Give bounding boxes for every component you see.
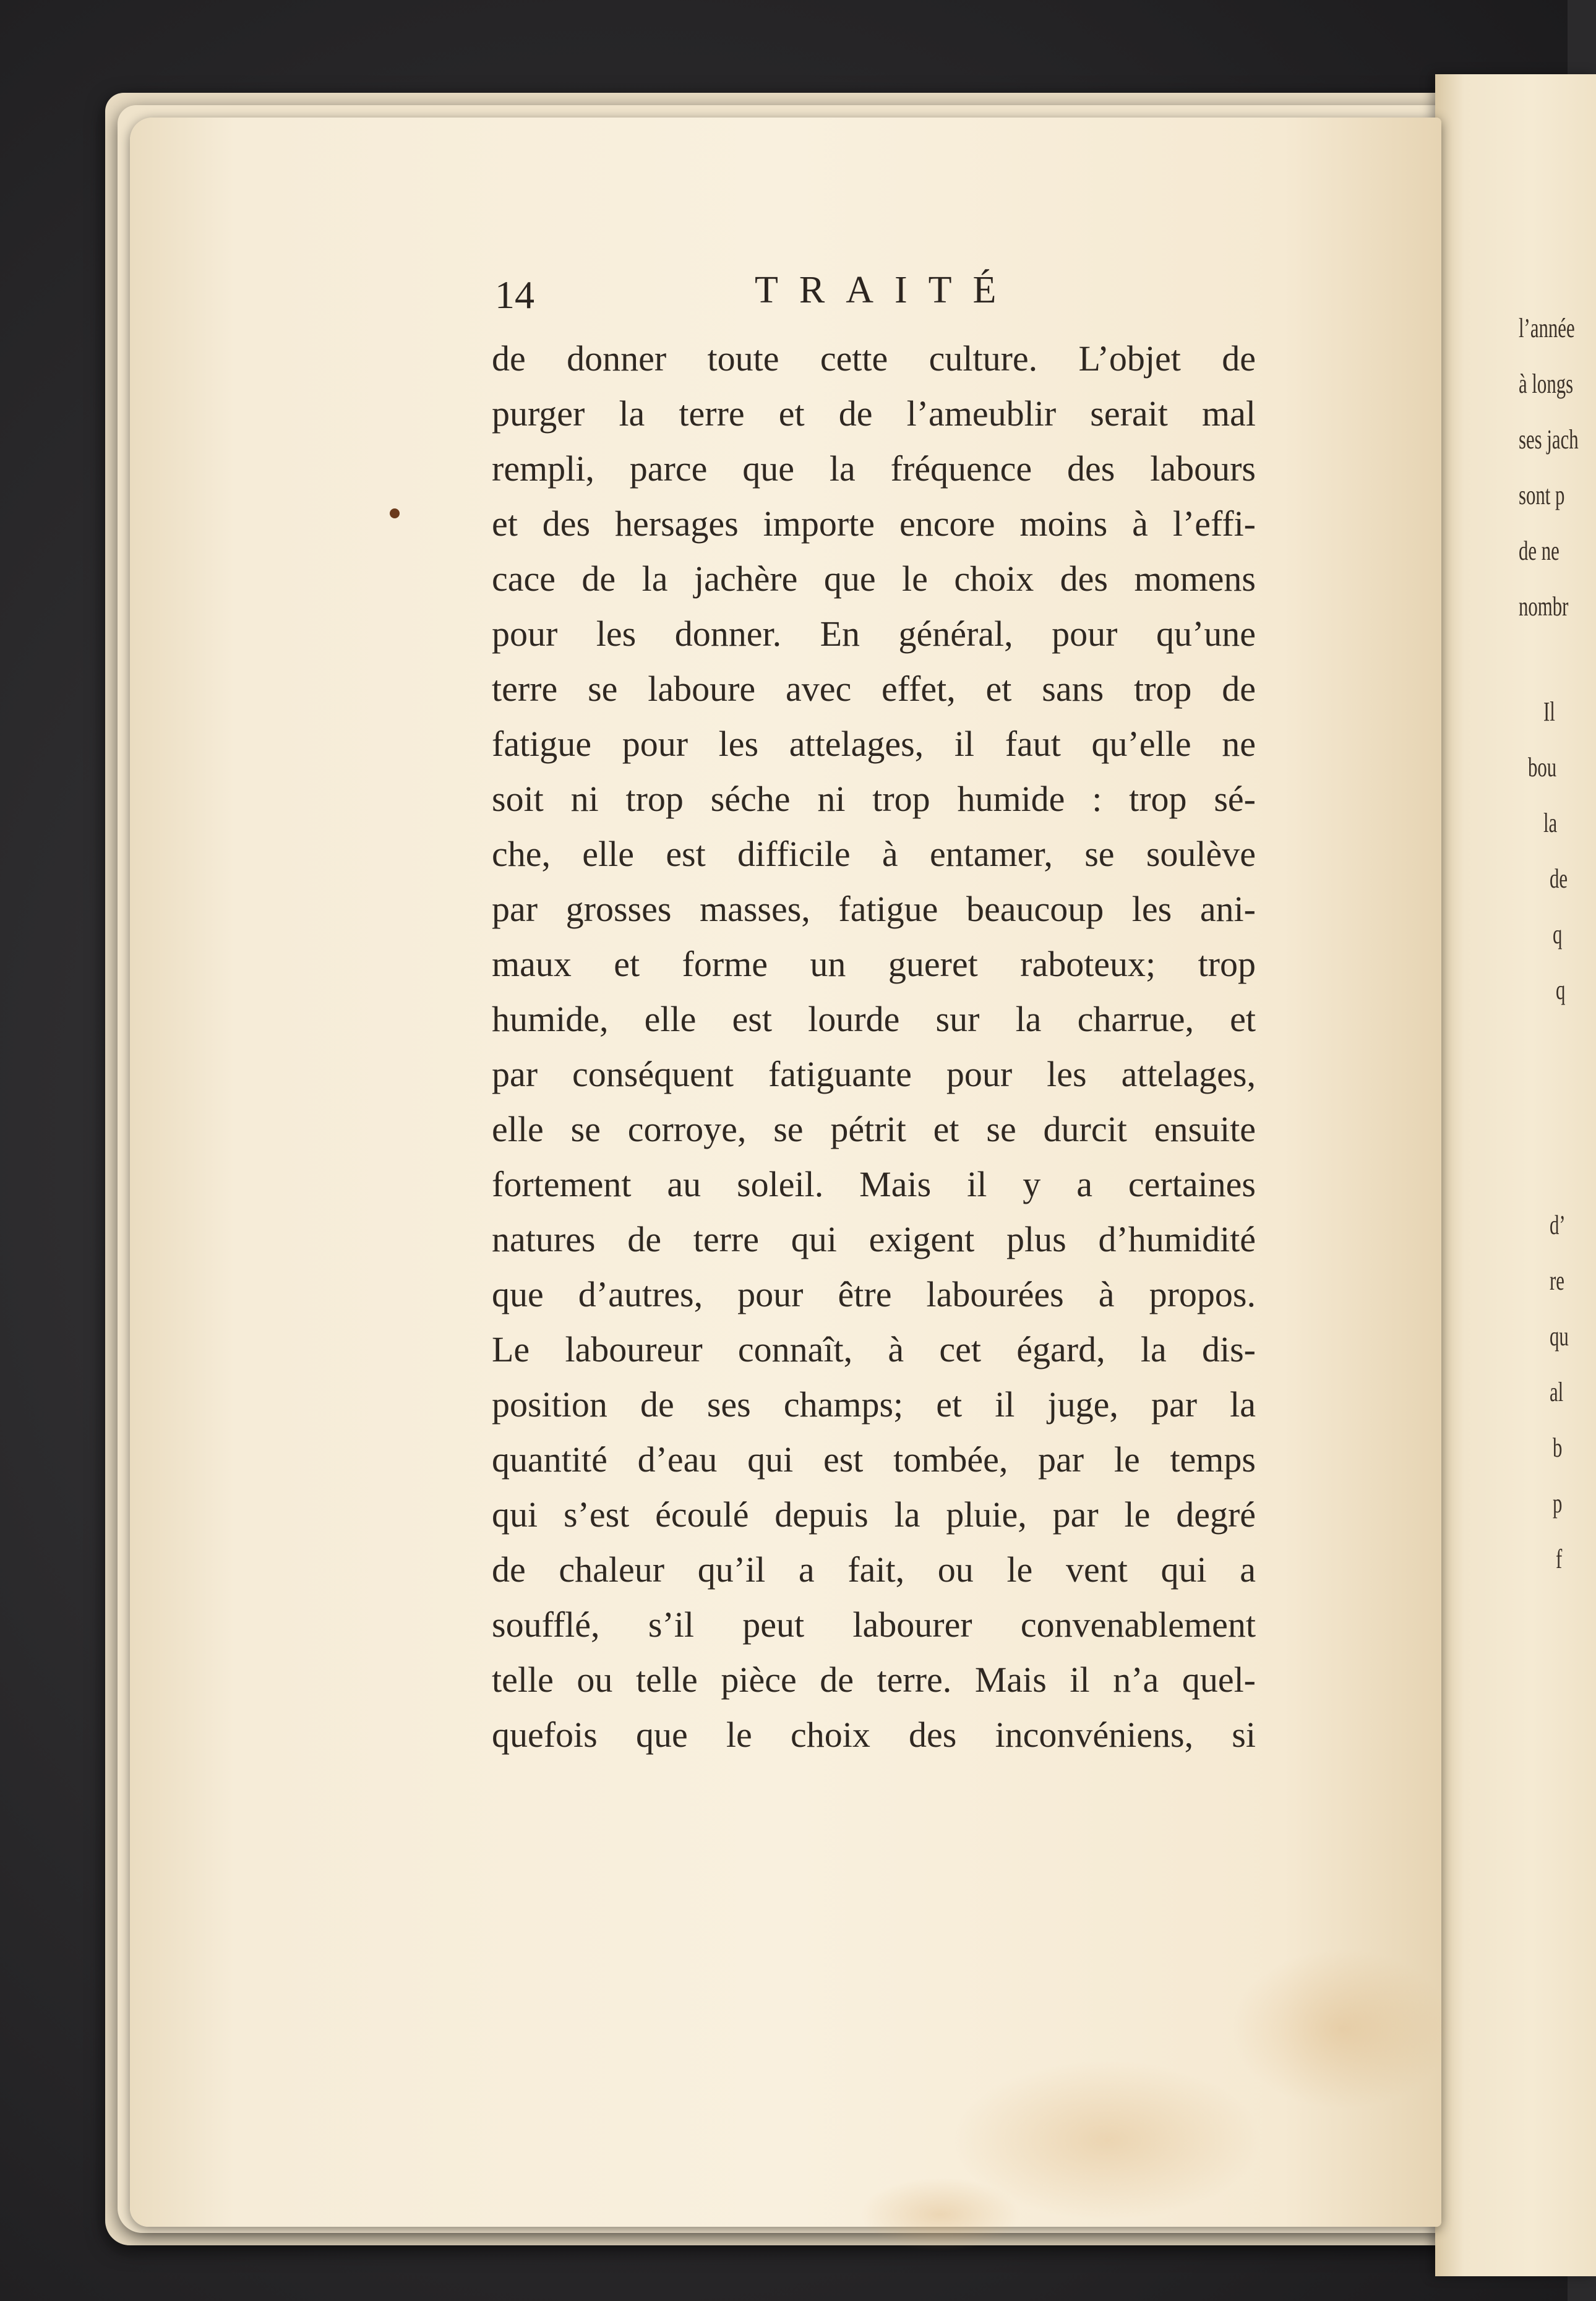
facing-fragment: la bbox=[1543, 808, 1558, 838]
facing-fragment: de ne bbox=[1519, 536, 1560, 566]
facing-fragment: bou bbox=[1528, 752, 1557, 782]
running-head: TRAITÉ bbox=[755, 269, 1018, 311]
facing-fragment: b bbox=[1553, 1433, 1563, 1463]
text-line: humide, elle est lourde sur la charrue, et bbox=[492, 999, 1256, 1039]
facing-fragment: al bbox=[1550, 1377, 1564, 1407]
page-header bbox=[495, 269, 1324, 328]
text-line: soit ni trop séche ni trop humide : trop sé- bbox=[492, 779, 1256, 819]
facing-fragment: re bbox=[1550, 1266, 1564, 1296]
text-line: de chaleur qu’il a fait, ou le vent qui a bbox=[492, 1549, 1256, 1590]
facing-fragment: à longs bbox=[1519, 369, 1574, 399]
text-line: qui s’est écoulé depuis la pluie, par le degré bbox=[492, 1494, 1256, 1535]
text-line: soufflé, s’il peut labourer convenablement bbox=[492, 1605, 1256, 1645]
facing-fragment: q bbox=[1553, 919, 1563, 949]
foxing-stain bbox=[860, 2177, 1021, 2252]
page-number: 14 bbox=[495, 273, 534, 317]
text-line: et des hersages importe encore moins à l’effi- bbox=[492, 503, 1256, 544]
facing-fragment: Il bbox=[1543, 696, 1555, 727]
text-line: pour les donner. En général, pour qu’une bbox=[492, 614, 1256, 654]
text-line: fortement au soleil. Mais il y a certaines bbox=[492, 1164, 1256, 1204]
facing-fragment: sont p bbox=[1519, 480, 1565, 510]
facing-fragment: de bbox=[1550, 863, 1568, 894]
text-line: purger la terre et de l’ameublir serait mal bbox=[492, 393, 1256, 434]
text-line: quefois que le choix des inconvéniens, si bbox=[492, 1715, 1256, 1755]
foxing-stain bbox=[1231, 1948, 1454, 2109]
facing-fragment: ses jach bbox=[1519, 424, 1579, 455]
text-line: cace de la jachère que le choix des momens bbox=[492, 559, 1256, 599]
facing-fragment: qu bbox=[1550, 1321, 1569, 1352]
facing-fragment: d’ bbox=[1550, 1210, 1566, 1240]
text-line: par conséquent fatiguante pour les attelages, bbox=[492, 1054, 1256, 1094]
text-line: telle ou telle pièce de terre. Mais il n’a quel- bbox=[492, 1660, 1256, 1700]
text-line: Le laboureur connaît, à cet égard, la dis- bbox=[492, 1329, 1256, 1369]
text-line: rempli, parce que la fréquence des labours bbox=[492, 448, 1256, 489]
text-line: maux et forme un gueret raboteux; trop bbox=[492, 944, 1256, 984]
facing-fragment: q bbox=[1556, 975, 1566, 1005]
ink-speck bbox=[390, 508, 400, 518]
text-line: de donner toute cette culture. L’objet de bbox=[492, 338, 1256, 379]
facing-page bbox=[1435, 74, 1596, 2276]
facing-fragment: f bbox=[1556, 1544, 1563, 1574]
body-text bbox=[492, 331, 1256, 1762]
facing-fragment: p bbox=[1553, 1488, 1563, 1519]
facing-fragment: l’année bbox=[1519, 313, 1575, 343]
text-line: fatigue pour les attelages, il faut qu’elle ne bbox=[492, 724, 1256, 764]
text-line: position de ses champs; et il juge, par la bbox=[492, 1384, 1256, 1425]
text-line: quantité d’eau qui est tombée, par le temps bbox=[492, 1439, 1256, 1480]
text-line: elle se corroye, se pétrit et se durcit ensuite bbox=[492, 1109, 1256, 1149]
text-line: natures de terre qui exigent plus d’humidité bbox=[492, 1219, 1256, 1259]
text-line: par grosses masses, fatigue beaucoup les ani- bbox=[492, 889, 1256, 929]
text-line: que d’autres, pour être labourées à propos. bbox=[492, 1274, 1256, 1314]
text-line: terre se laboure avec effet, et sans trop de bbox=[492, 669, 1256, 709]
facing-fragment: nombr bbox=[1519, 591, 1569, 622]
text-line: che, elle est difficile à entamer, se soulève bbox=[492, 834, 1256, 874]
